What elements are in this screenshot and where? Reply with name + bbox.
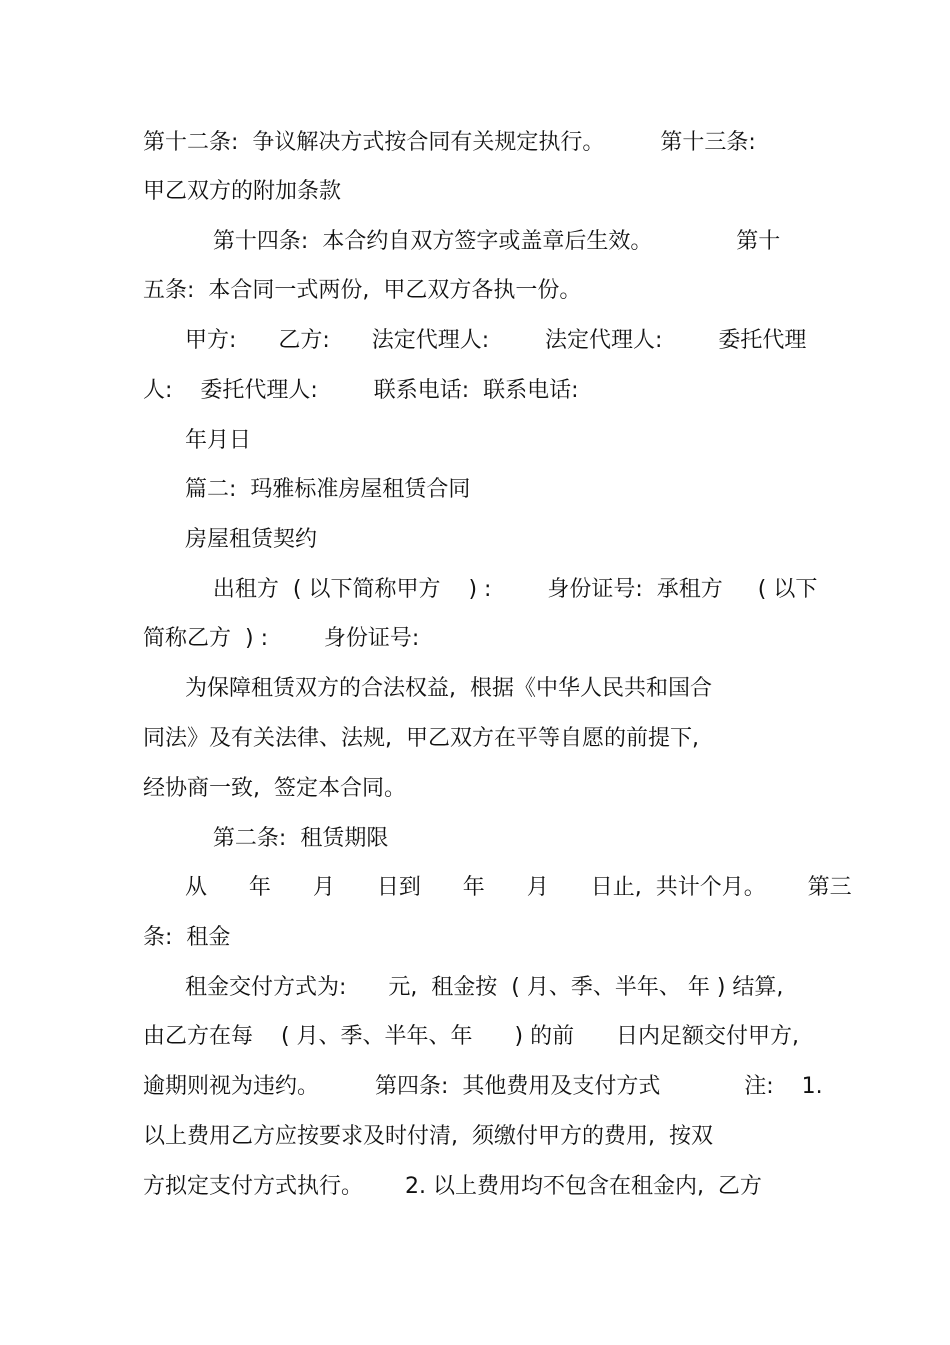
text-line: 由乙方在每 ( 月、季、半年、年 ) 的前 日内足额交付甲方, bbox=[143, 1024, 800, 1049]
text-line: 甲方: 乙方: 法定代理人: 法定代理人: 委托代理 bbox=[143, 328, 807, 353]
text-line: 逾期则视为违约。 第四条: 其他费用及支付方式 注: 1. bbox=[143, 1074, 823, 1099]
text-line: 方拟定支付方式执行。 2. 以上费用均不包含在租金内, 乙方 bbox=[143, 1174, 762, 1199]
text-line: 第二条: 租赁期限 bbox=[143, 826, 389, 851]
text-line: 第十四条: 本合约自双方签字或盖章后生效。 第十 bbox=[143, 229, 781, 254]
text-line: 简称乙方 ) : 身份证号: bbox=[143, 626, 420, 651]
text-line: 以上费用乙方应按要求及时付清, 须缴付甲方的费用, 按双 bbox=[143, 1124, 713, 1149]
text-line: 经协商一致, 签定本合同。 bbox=[143, 776, 406, 801]
text-line: 五条: 本合同一式两份, 甲乙双方各执一份。 bbox=[143, 278, 582, 303]
text-line: 租金交付方式为: 元, 租金按 ( 月、季、半年、 年 ) 结算, bbox=[143, 975, 784, 1000]
text-line: 房屋租赁契约 bbox=[143, 527, 317, 552]
text-line: 出租方 ( 以下简称甲方 ) : 身份证号: 承租方 ( 以下 bbox=[143, 577, 818, 602]
text-line: 年月日 bbox=[143, 428, 251, 453]
text-line: 人: 委托代理人: 联系电话: 联系电话: bbox=[143, 378, 579, 403]
text-line: 从 年 月 日到 年 月 日止, 共计个月。 第三 bbox=[143, 875, 852, 900]
text-line: 甲乙双方的附加条款 bbox=[143, 179, 342, 204]
text-line: 第十二条: 争议解决方式按合同有关规定执行。 第十三条: bbox=[143, 130, 756, 155]
text-line: 篇二: 玛雅标准房屋租赁合同 bbox=[143, 477, 471, 502]
text-line: 条: 租金 bbox=[143, 925, 231, 950]
text-line: 同法》及有关法律、法规, 甲乙双方在平等自愿的前提下, bbox=[143, 726, 699, 751]
text-line: 为保障租赁双方的合法权益, 根据《中华人民共和国合 bbox=[143, 676, 712, 701]
